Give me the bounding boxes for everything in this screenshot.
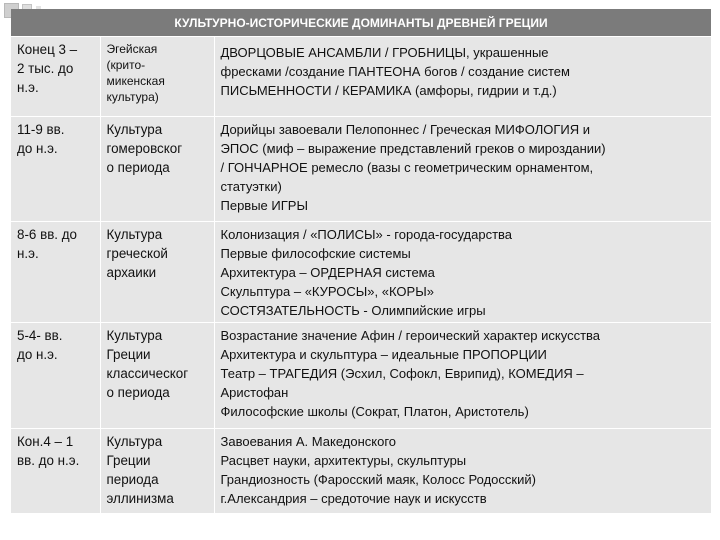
table-row	[11, 429, 711, 514]
period-cell: 11-9 вв. до н.э.	[11, 117, 100, 222]
culture-cell: Эгейская (крито- микенская культура)	[100, 37, 214, 117]
table-title: КУЛЬТУРНО-ИСТОРИЧЕСКИЕ ДОМИНАНТЫ ДРЕВНЕЙ ГРЕЦИИ	[11, 9, 711, 37]
culture-cell: Культура греческой архаики	[100, 222, 214, 323]
period-cell: Кон.4 – 1 вв. до н.э.	[11, 429, 100, 514]
table-row	[11, 37, 711, 117]
table-row	[11, 222, 711, 323]
period-cell: Конец 3 – 2 тыс. до н.э.	[11, 37, 100, 117]
features-cell: Завоевания А. Македонского Расцвет науки, архитектуры, скульптуры Грандиозность (Фаросский маяк, Колосс Родосский) г.Александрия – средоточие наук и искусств	[214, 429, 711, 514]
culture-cell: Культура Греции классическог о периода	[100, 323, 214, 429]
features-cell: Возрастание значение Афин / героический характер искусства Архитектура и скульптура – идеальные ПРОПОРЦИИ Театр – ТРАГЕДИЯ (Эсхил, Софокл, Еврипид), КОМЕДИЯ – Аристофан Философские школы (Сократ, Платон, Аристотель)	[214, 323, 711, 429]
culture-cell: Культура гомеровског о периода	[100, 117, 214, 222]
period-cell: 8-6 вв. до н.э.	[11, 222, 100, 323]
table-row	[11, 117, 711, 222]
features-cell: ДВОРЦОВЫЕ АНСАМБЛИ / ГРОБНИЦЫ, украшенные фресками /создание ПАНТЕОНА богов / создание систем ПИСЬМЕННОСТИ / КЕРАМИКА (амфоры, гидрии и т.д.)	[214, 37, 711, 117]
greece-dominants-table	[11, 9, 711, 514]
table-header-row	[11, 9, 711, 37]
features-cell: Колонизация / «ПОЛИСЫ» - города-государства Первые философские системы Архитектура – ОРДЕРНАЯ система Скульптура – «КУРОСЫ», «КОРЫ» СОСТЯЗАТЕЛЬНОСТЬ - Олимпийские игры	[214, 222, 711, 323]
table-row	[11, 323, 711, 429]
features-cell: Дорийцы завоевали Пелопоннес / Греческая МИФОЛОГИЯ и ЭПОС (миф – выражение представлений греков о мироздании) / ГОНЧАРНОЕ ремесло (вазы с геометрическим орнаментом, статуэтки) Первые ИГРЫ	[214, 117, 711, 222]
period-cell: 5-4- вв. до н.э.	[11, 323, 100, 429]
culture-cell: Культура Греции периода эллинизма	[100, 429, 214, 514]
